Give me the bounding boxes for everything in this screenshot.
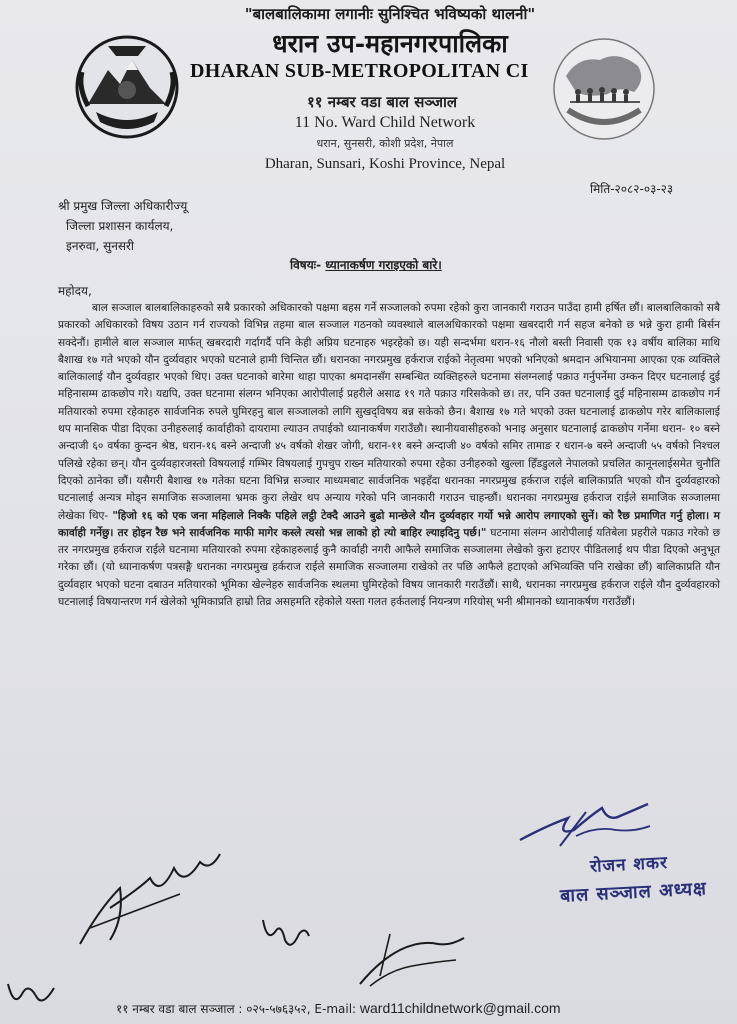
subject-label: विषयः-	[290, 258, 322, 272]
signature-right	[350, 920, 470, 990]
nepal-emblem-logo	[68, 32, 186, 142]
motto-line: "बालबालिकामा लगानीः सुनिश्चित भविष्यको थालनी"	[244, 5, 536, 23]
letter-date: मिति-२०८२-०३-२३	[590, 182, 674, 196]
signatory-name-stamp: रोजन शकर	[589, 852, 669, 878]
ward-name-english: 11 No. Ward Child Network	[294, 114, 476, 131]
signatory-title-stamp: बाल सञ्जाल अध्यक्ष	[559, 878, 708, 907]
subject-line	[290, 256, 442, 273]
letter-body	[58, 300, 720, 611]
president-signature	[516, 796, 656, 856]
organization-name-english: DHARAN SUB-METROPOLITAN CI	[190, 60, 529, 82]
recipient-line: जिल्ला प्रशासन कार्यलय,	[66, 219, 174, 233]
address-english: Dharan, Sunsari, Koshi Province, Nepal	[264, 156, 506, 172]
signature-corner	[0, 964, 60, 1014]
recipient-line: इनरुवा, सुनसरी	[66, 239, 135, 253]
footer-contact	[116, 1000, 716, 1017]
ward-name-nepali: ११ नम्बर वडा बाल सञ्जाल	[306, 93, 458, 111]
footer-text: ११ नम्बर वडा बाल सञ्जाल : ०२५-५७६३५२, E-mail:	[116, 1002, 360, 1016]
body-text-part2: घटनामा संलग्न आरोपीलाई यतिबेला प्रहरीले पक्राउ गरेको छ तर नगरप्रमुख हर्कराज राईले घटनामा मतियारको रुपमा रहेकाहरुलाई कुनै कार्वाही नगरी आफैले समाजिक सञ्जालमा लेखेको कुरा हटाएर पीडितलाई थप पीडा दिएको अनुभूत गरेका छौं। (यो ध्यानाकर्षण पत्रसङ्गै धरानका नगरप्रमुख हर्कराज राईले समाजिक सञ्जालमा राखेको तर पछि आफैले हटाएको अभिव्यक्ति पनि राखेका छौं) बालिकाप्रति यौन दुर्व्यवहार भएको घटना दबाउन मतियारको भूमिका खेल्नेहरु सार्वजनिक स्थलमा घुमिरहेको विषय जानकारी गराउँछौं। साथै, धरानका नगरप्रमुख हर्कराज राईले यौन दुर्व्यवहारको घटनालाई विषयान्तरण गर्न खेलेको भूमिकाप्रति हाम्रो तिव्र असहमति रहेकोले यस्ता गलत हर्कतलाई नियन्त्रण गरियोस् भनी श्रीमानको ध्यानाकर्षण गराउँछौं।	[58, 526, 720, 609]
signature-left	[60, 848, 230, 948]
mayor-quote: "हिजो १६ को एक जना महिलाले निक्कै पहिले लट्ठी टेक्दै आउने बुढो मान्छेले यौन दुर्व्यवहार गर्यो भन्ने आरोप लगाएको सुनें। को रैछ प्रमाणित गर्नु होला। म कार्वाही गर्नेछु। तर होइन रैछ भने सार्वजनिक माफी मागेर कस्ले त्यसो भन्न लाको हो त्यो बाहिर ल्याइदिनु पर्छ।"	[58, 509, 720, 539]
organization-name-nepali: धरान उप-महानगरपालिका	[272, 29, 508, 58]
subject-value: ध्यानाकर्षण गराइएको बारे।	[325, 258, 442, 272]
body-text-part1: बाल सञ्जाल बालबालिकाहरुको सबै प्रकारको अधिकारको पक्षमा बहस गर्ने सञ्जालको रुपमा रहेको कुरा जानकारी गराउन पाउँदा हामी हर्षित छौं। बालबालिकाको सबै प्रकारको अधिकारको विषय उठान गर्न राज्यको विभिन्न तहमा बाल सञ्जाल गठनको व्यवस्थाले बालअधिकारको पक्षमा खबरदारी गर्न सहज बनेको छ भन्ने कुरा हामी बिर्सन सक्देनौं। हामीले बाल सञ्जाल मार्फत् खबरदारी गर्दागर्दै पनि केही अप्रिय घटनाहरु भइरहेको छ। यही सन्दर्भमा धरान-१६ नौलो बस्ती निवासी एक १३ वर्षीय बालिका माथि बैशाख १७ गते भएको यौन दुर्व्यवहार भएको घटनाले हामी चिन्तित छौं। धरानका नगरप्रमुख हर्कराज राईको नेतृत्वमा भएको भनिएको श्रमदान अभियानमा आएका एक व्यक्तिले बालिकालाई यौन दुर्व्यवहार भएको थिए। उक्त घटनाको बारेमा थाहा पाएका श्रमदानसँग सम्बन्धित व्यक्तिहरुले घटनामा संलग्नलाई पक्राउ गर्नुपर्नेमा उम्कन दिएर घटनालाई दुई महिनासम्म ढाकछोप गरे। यद्यपि, उक्त घटनामा संलग्न भनिएका आरोपीलाई प्रहरीले असाढ १९ गते पक्राउ गरिसकेको छ। तर, पनि उक्त घटनालाई दुई महिनासम्म ढाकछोप गर्न मतियारको रुपमा रहेकाहरु सार्वजनिक रुपले घुमिरहनु बाल सञ्जालको लागि सुखद्‌विषय बन्न सकेको छैन। बैशाख १७ गते भएको उक्त घटनालाई ढाकछोप गरेर बालिकालाई थप मानसिक पीडा दिएका उनीहरुलाई कार्वाहीको दायरामा ल्याउन तपाईको ध्यानाकर्षण गराउँछौ। स्थानीयवासीहरुको भनाइ अनुसार घटनालाई ढाकछोप गर्नेमा धरान- १० बस्ने अन्दाजी ६० वर्षका कुन्दन श्रेष्ठ, धरान-१६ बस्ने अन्दाजी ४५ वर्षको शेखर जोगी, धरान-११ बस्ने अन्दाजी ४० वर्षको समिर तामाङ र धरान-७ बस्ने अन्दाजी ५५ वर्षको निश्चल पलिखे रहेका छन्। यौन दुर्व्यवहारजस्तो विषयलाई गम्भिर विषयलाई गुपचुप राख्न मतियारको रुपमा रहेका उनीहरुको खुल्ला हिँडडुलले नेपालको प्रचलित कानूनलाईसमेत चुनौति दिएको ठानेका छौं। यसैगरी बैशाख १७ गतेका घटना विभिन्न सञ्चार माध्यमबाट सार्वजनिक भइहँदा धरानका नगरप्रमुख हर्कराज राईले बालिकाप्रति भएको यौन दुर्व्यवहारको घटनालाई अन्यत्र मोड्न समाजिक सञ्जालमा भ्रमक कुरा लेखेर थप अन्याय गरेको पनि जानकारी गराउन चाहन्छौं। धरानका नगरप्रमुख हर्कराज राईले समाजिक सञ्जालमा लेखेका थिए-	[58, 302, 720, 522]
body-paragraph	[58, 300, 720, 611]
child-network-logo	[548, 36, 660, 142]
address-nepali: धरान, सुनसरी, कोशी प्रदेश, नेपाल	[316, 137, 454, 150]
recipient-line: श्री प्रमुख जिल्ला अधिकारीज्यू	[58, 199, 188, 213]
salutation: महोदय,	[58, 284, 92, 298]
signature-middle	[255, 912, 315, 957]
footer-email: ward11childnetwork@gmail.com	[359, 1000, 561, 1016]
recipient-block	[58, 196, 187, 256]
